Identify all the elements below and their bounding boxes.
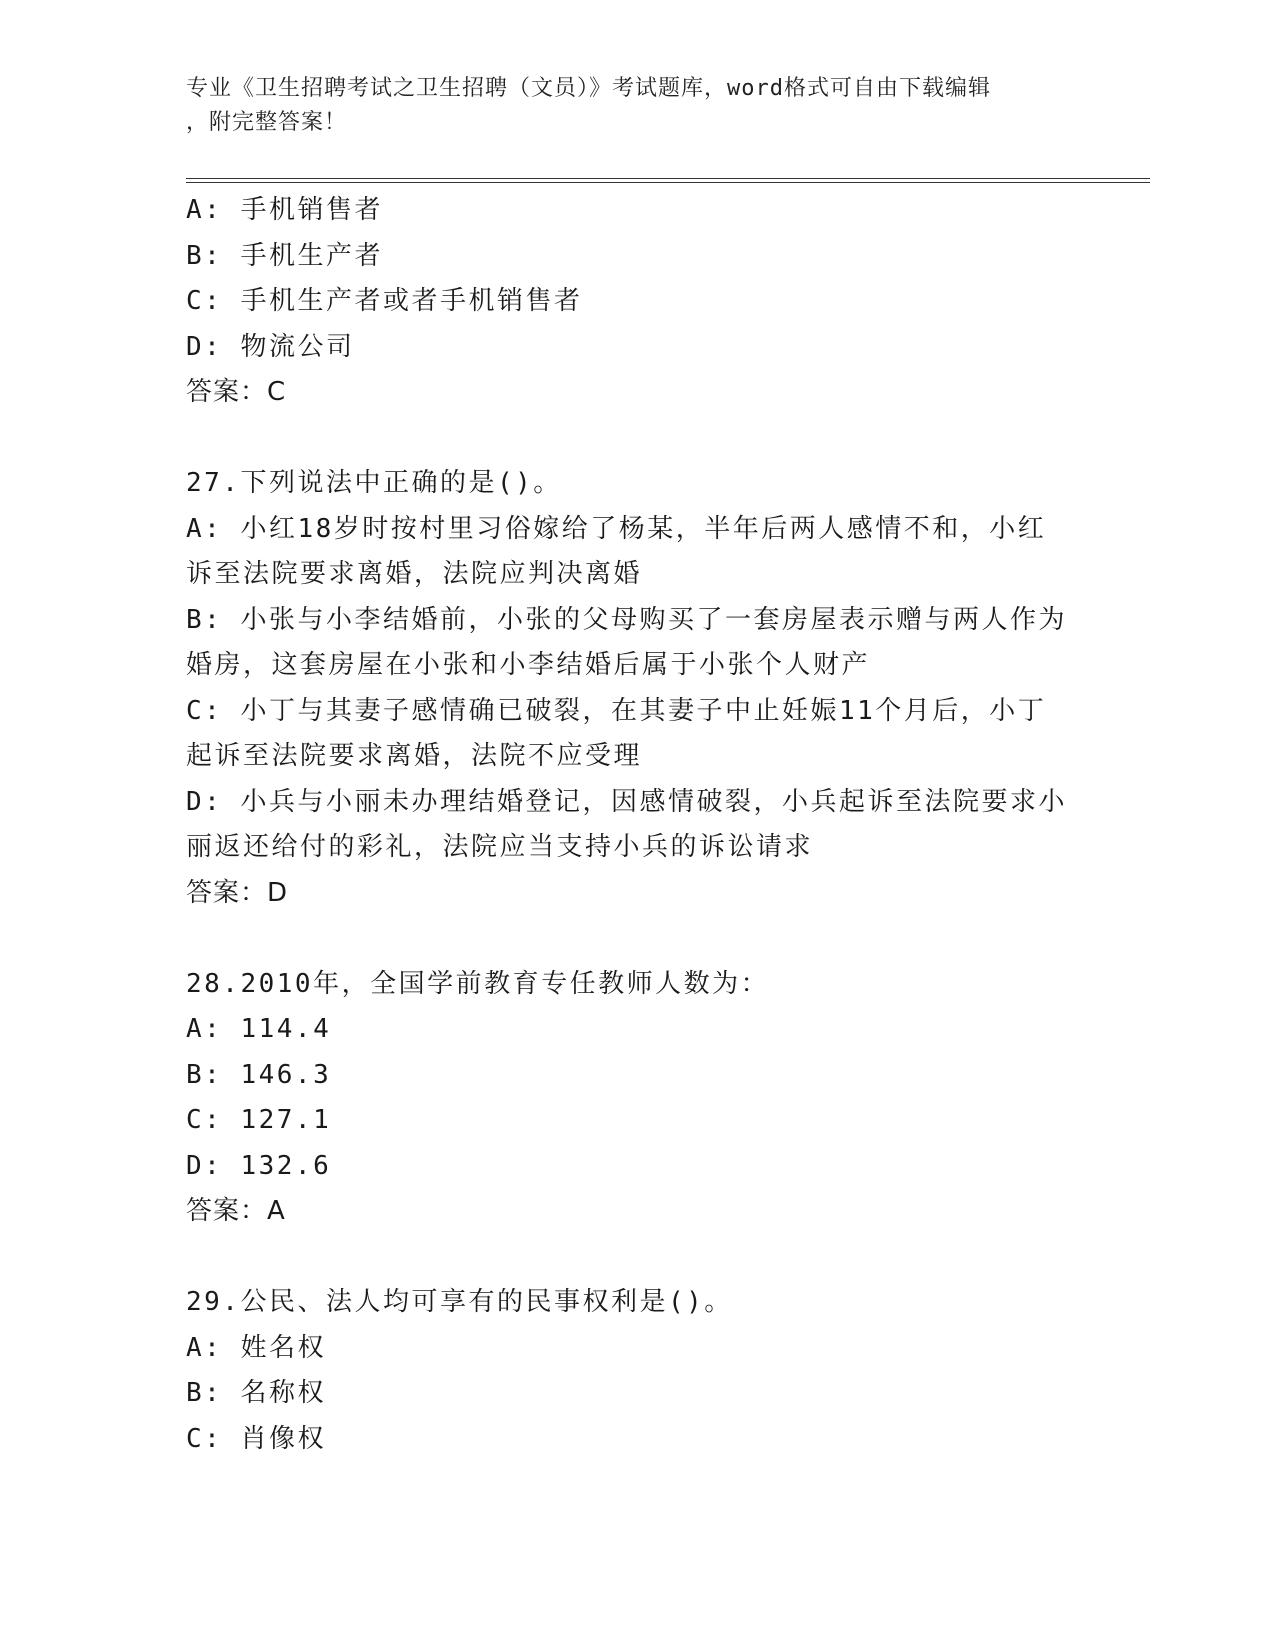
header-line-2: ，附完整答案！ xyxy=(186,110,348,135)
option-d: D: 物流公司 xyxy=(186,331,355,362)
question-block-29 xyxy=(186,1280,1086,1462)
option-d: D: 小兵与小丽未办理结婚登记，因感情破裂，小兵起诉至法院要求小 xyxy=(186,786,1067,817)
option-b: B: 小张与小李结婚前，小张的父母购买了一套房屋表示赠与两人作为 xyxy=(186,604,1067,635)
option-c-continued: 起诉至法院要求离婚，法院不应受理 xyxy=(186,741,643,771)
option-a: A: 114.4 xyxy=(186,1014,332,1044)
question-block-28 xyxy=(186,962,1086,1235)
option-c: C: 肖像权 xyxy=(186,1423,326,1454)
option-b: B: 手机生产者 xyxy=(186,240,383,271)
spacer xyxy=(186,916,1086,962)
question-text: 27.下列说法中正确的是()。 xyxy=(186,468,562,498)
option-a: A: 小红18岁时按村里习俗嫁给了杨某，半年后两人感情不和，小红 xyxy=(186,513,1047,544)
question-block-prev xyxy=(186,188,1086,416)
header-divider-top xyxy=(186,178,1150,179)
option-c: C: 小丁与其妻子感情确已破裂，在其妻子中止妊娠11个月后，小丁 xyxy=(186,695,1047,726)
document-header xyxy=(186,72,1086,140)
header-line-1: 专业《卫生招聘考试之卫生招聘（文员）》考试题库，word格式可自由下载编辑 xyxy=(186,76,991,101)
question-text: 29.公民、法人均可享有的民事权利是()。 xyxy=(186,1287,733,1317)
header-divider-bottom xyxy=(186,182,1150,183)
spacer xyxy=(186,416,1086,462)
option-a-continued: 诉至法院要求离婚，法院应判决离婚 xyxy=(186,559,643,589)
option-b: B: 146.3 xyxy=(186,1059,332,1090)
option-d: D: 132.6 xyxy=(186,1150,332,1181)
option-b: B: 名称权 xyxy=(186,1378,326,1408)
question-list xyxy=(186,188,1086,1462)
answer-line: 答案：D xyxy=(186,877,289,908)
option-c: C: 手机生产者或者手机销售者 xyxy=(186,286,583,316)
option-d-continued: 丽返还给付的彩礼，法院应当支持小兵的诉讼请求 xyxy=(186,832,814,862)
question-text: 28.2010年，全国学前教育专任教师人数为： xyxy=(186,968,770,999)
question-block-27 xyxy=(186,461,1086,916)
answer-line: 答案：C xyxy=(186,377,287,407)
option-b-continued: 婚房，这套房屋在小张和小李结婚后属于小张个人财产 xyxy=(186,650,871,680)
spacer xyxy=(186,1235,1086,1281)
option-c: C: 127.1 xyxy=(186,1105,332,1135)
option-a: A: 姓名权 xyxy=(186,1332,326,1363)
answer-line: 答案：A xyxy=(186,1196,286,1226)
option-a: A: 手机销售者 xyxy=(186,195,383,225)
